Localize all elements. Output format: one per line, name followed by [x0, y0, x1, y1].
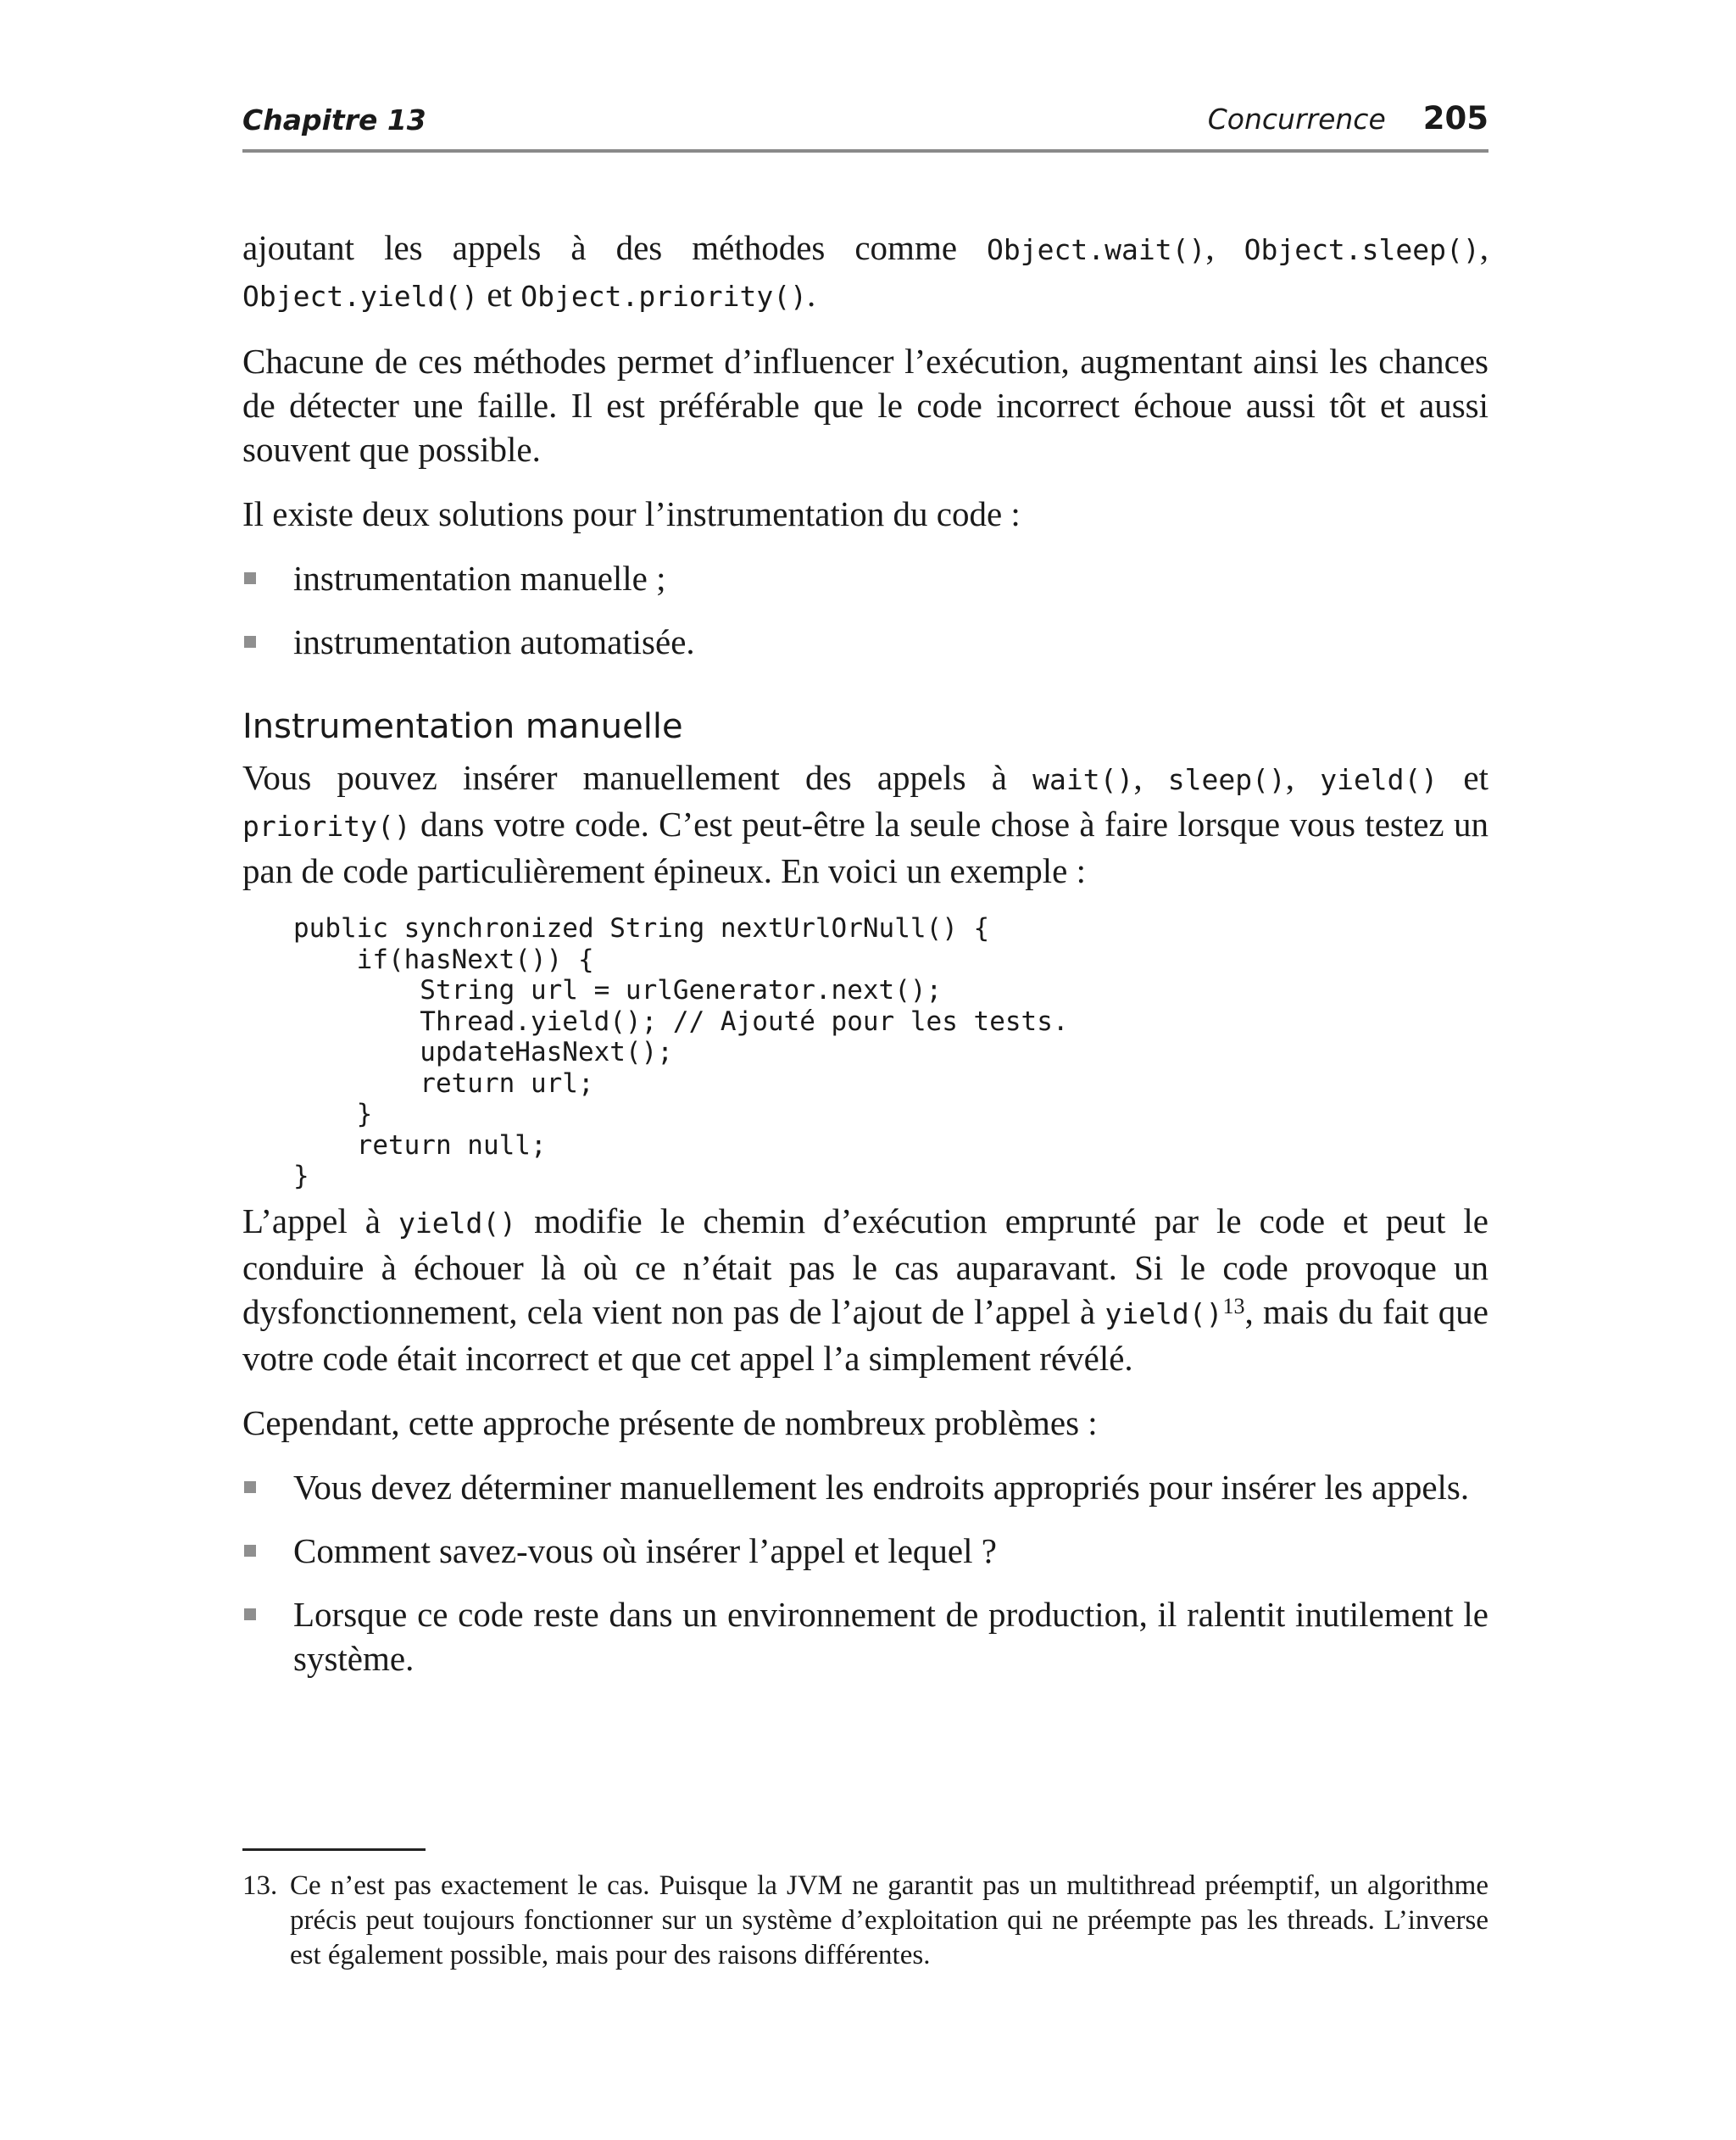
list-item [242, 1465, 1488, 1509]
text-span: . [807, 275, 816, 314]
text-span: et [478, 275, 521, 314]
paragraph-4 [242, 755, 1488, 893]
text-span: modifie le chemin d’exécution emprunté par le code et peut le conduire à échouer là où ce n’était pas le cas auparavant. Si le code provoque un dysfonctionnement, cela vient non pas de l’ajout de l’appel à [242, 1201, 1488, 1331]
code-block: public synchronized String nextUrlOrNull() { if(hasNext()) { String url = urlGenerator.next(); Thread.yield(); // Ajouté pour les tests. updateHasNext(); return url; } return null; } [293, 913, 1069, 1191]
text-span: Vous pouvez insérer manuellement des appels à [242, 758, 1033, 797]
inline-code: yield() [398, 1206, 517, 1240]
text-span: , mais du fait que votre code était incorrect et que cet appel l’a simplement révélé. [242, 1291, 1488, 1378]
text-span: ajoutant les appels à des méthodes comme [242, 228, 988, 267]
footnote-number: 13. [242, 1870, 278, 1901]
body-text [242, 226, 1488, 1701]
inline-code: yield() [1104, 1296, 1223, 1330]
paragraph-3: Il existe deux solutions pour l’instrumentation du code : [242, 494, 1021, 533]
bullet-square-icon [244, 1608, 256, 1620]
text-span: , [1479, 228, 1488, 267]
bullet-square-icon [244, 1481, 256, 1493]
paragraph-2: Chacune de ces méthodes permet d’influencer l’exécution, augmentant ainsi les chances de détecter une faille. Il est préférable que le code incorrect échoue aussi tôt et aussi souvent que possible. [242, 342, 1488, 469]
section-label: Concurrence [1207, 103, 1386, 136]
footnote-reference: 13 [1222, 1293, 1245, 1318]
text-span: dans votre code. C’est peut-être la seule chose à faire lorsque vous testez un pan de code particulièrement épineux. En voici un exemple : [242, 805, 1488, 890]
text-span: et [1438, 758, 1489, 797]
chapter-label: Chapitre 13 [242, 103, 426, 137]
inline-code: yield() [1320, 763, 1438, 796]
bullet-square-icon [244, 572, 256, 584]
bullet-square-icon [244, 1545, 256, 1557]
inline-code: priority() [242, 810, 411, 843]
list-item-text: Vous devez déterminer manuellement les endroits appropriés pour insérer les appels. [293, 1467, 1470, 1507]
inline-code: sleep() [1167, 763, 1286, 796]
footnote-text: Ce n’est pas exactement le cas. Puisque la JVM ne garantit pas un multithread préemptif, un algorithme précis peut toujours fonctionner sur un système d’exploitation qui ne préempte pas les threads. L’inverse est également possible, mais pour des raisons différentes. [290, 1870, 1488, 1970]
inline-code: Object.yield() [242, 280, 479, 313]
paragraph-6: Cependant, cette approche présente de nombreux problèmes : [242, 1402, 1098, 1442]
footnote-divider [242, 1848, 426, 1851]
text-span: , [1205, 228, 1244, 267]
list-item [242, 1529, 1488, 1573]
header-right [1208, 100, 1488, 137]
bullet-list-2 [242, 1465, 1488, 1680]
list-item-text: Lorsque ce code reste dans un environnement de production, il ralentit inutilement le système. [293, 1594, 1488, 1678]
header-divider [242, 149, 1488, 153]
text-span: , [1285, 758, 1321, 797]
section-heading: Instrumentation manuelle [242, 707, 683, 746]
list-item-text: instrumentation automatisée. [293, 622, 695, 661]
list-item [242, 1592, 1488, 1680]
inline-code: Object.sleep() [1244, 233, 1480, 266]
paragraph-1 [242, 226, 1488, 319]
page-number: 205 [1422, 100, 1488, 137]
bullet-square-icon [244, 636, 256, 648]
inline-code: Object.priority() [520, 280, 808, 313]
paragraph-5 [242, 1199, 1488, 1380]
bullet-list-1 [242, 556, 1488, 664]
inline-code: Object.wait() [987, 233, 1206, 266]
text-span: L’appel à [242, 1201, 399, 1240]
running-header [242, 100, 1488, 137]
text-span: , [1133, 758, 1168, 797]
list-item-text: instrumentation manuelle ; [293, 559, 666, 598]
inline-code: wait() [1032, 763, 1134, 796]
list-item-text: Comment savez-vous où insérer l’appel et lequel ? [293, 1530, 997, 1570]
footnote [242, 1869, 1488, 1973]
list-item [242, 556, 1488, 600]
list-item [242, 620, 1488, 664]
